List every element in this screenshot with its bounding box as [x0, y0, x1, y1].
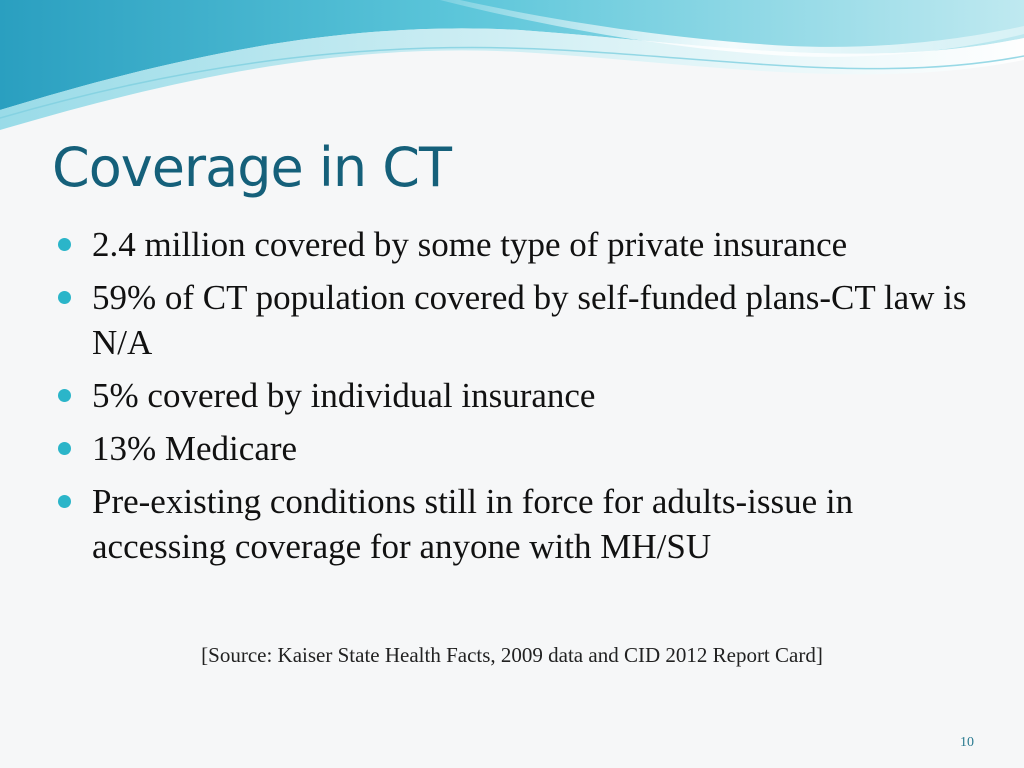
bullet-dot-icon [58, 291, 71, 304]
bullet-dot-icon [58, 389, 71, 402]
bullet-dot-icon [58, 495, 71, 508]
page-number: 10 [960, 735, 974, 750]
bullet-item [58, 373, 988, 418]
bullet-dot-icon [58, 442, 71, 455]
bullet-list [58, 222, 988, 577]
slide-title: Coverage in CT [52, 136, 451, 199]
bullet-text: Pre-existing conditions still in force for adults-issue in accessing coverage for anyone with MH/SU [92, 482, 854, 566]
header-wave-decoration [0, 0, 1024, 130]
bullet-item [58, 426, 988, 471]
bullet-text: 13% Medicare [92, 429, 298, 468]
bullet-dot-icon [58, 238, 71, 251]
bullet-item [58, 222, 988, 267]
bullet-text: 59% of CT population covered by self-funded plans-CT law is N/A [92, 278, 967, 362]
bullet-text: 5% covered by individual insurance [92, 376, 596, 415]
source-citation: [Source: Kaiser State Health Facts, 2009 data and CID 2012 Report Card] [201, 643, 823, 667]
bullet-item [58, 479, 988, 569]
bullet-text: 2.4 million covered by some type of private insurance [92, 225, 848, 264]
bullet-item [58, 275, 988, 365]
